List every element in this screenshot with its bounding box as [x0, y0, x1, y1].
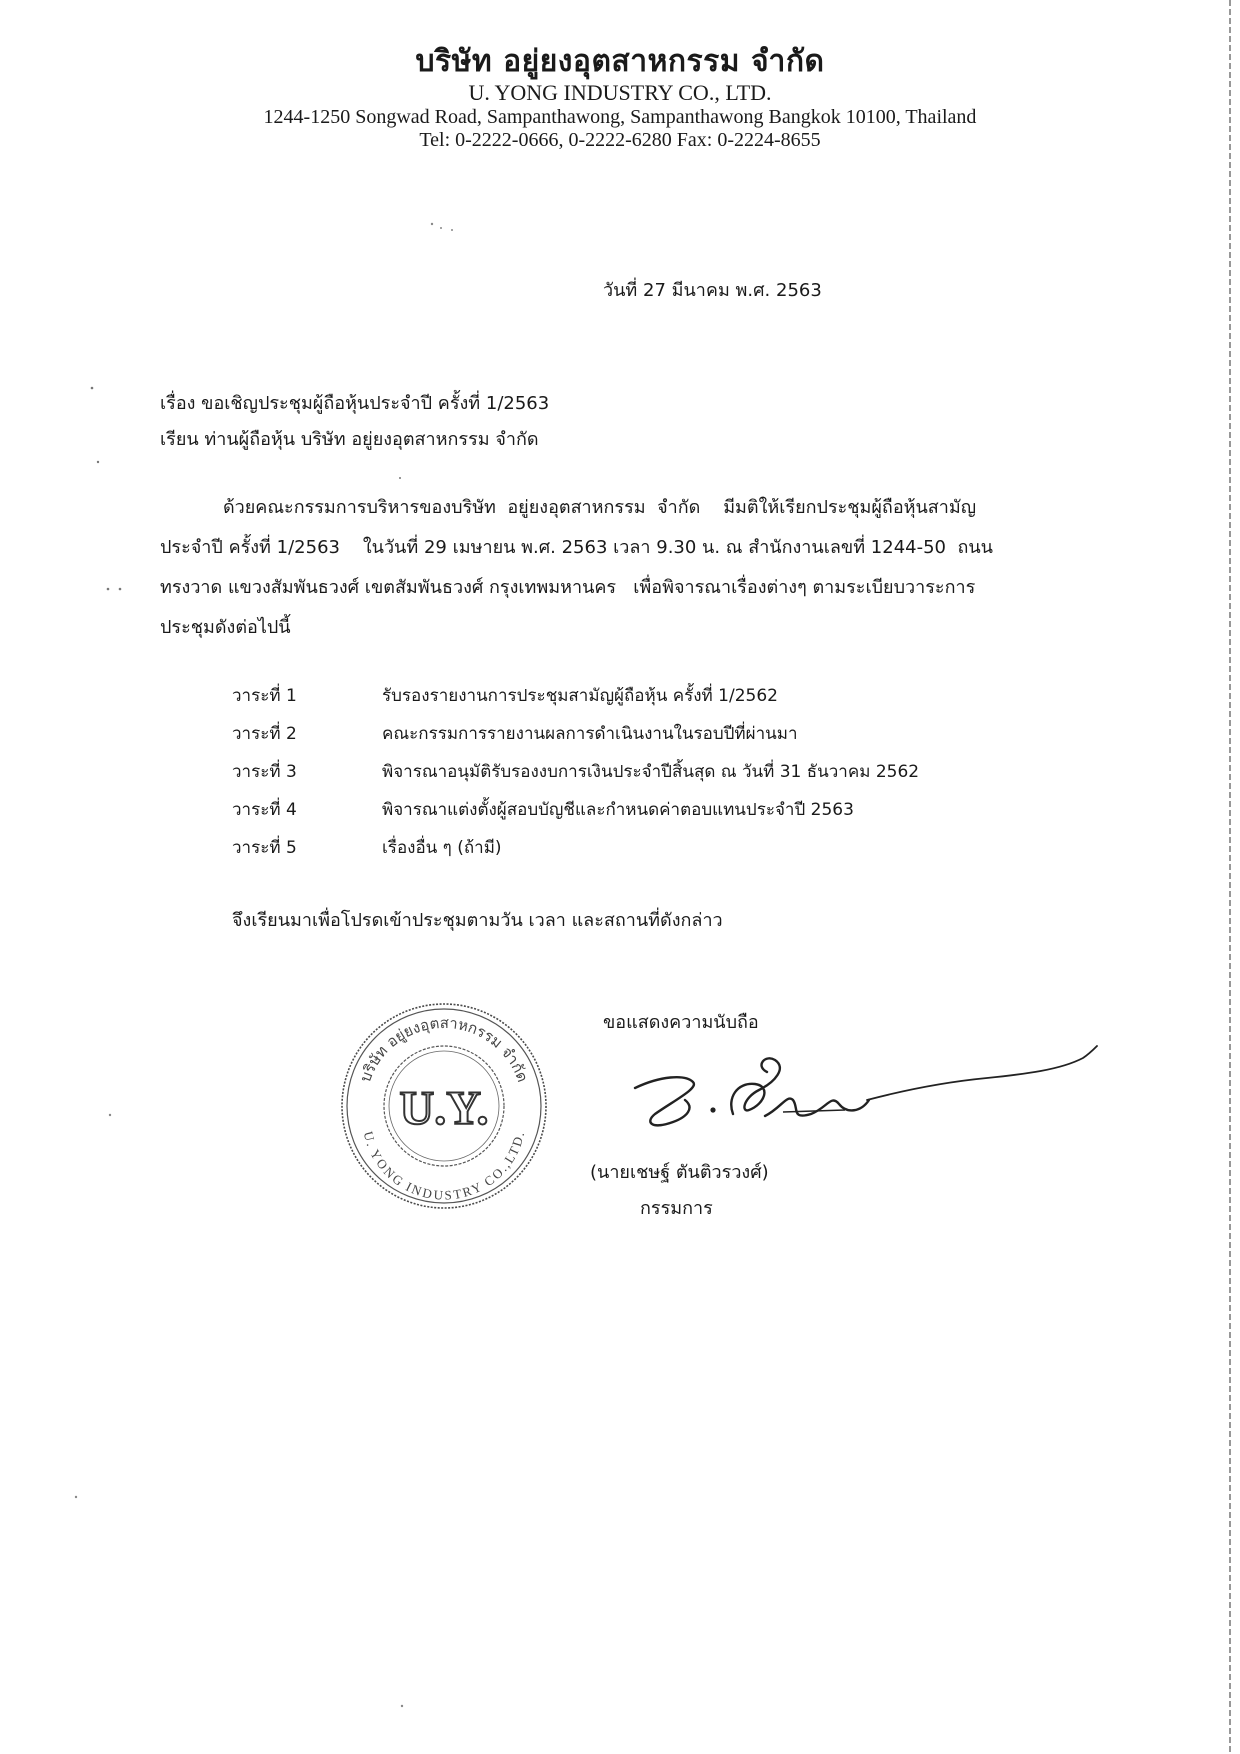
- agenda-number: วาระที่ 3: [232, 761, 297, 782]
- regards-text: ขอแสดงความนับถือ: [603, 1012, 759, 1033]
- agenda-list: [232, 676, 919, 866]
- seal-ring-text-top-path: บริษัท อยู่ยงอุตสาหกรรม จำกัด: [356, 1013, 532, 1085]
- agenda-item: [232, 752, 919, 790]
- letter-subject: เรื่อง ขอเชิญประชุมผู้ถือหุ้นประจำปี ครั้งที่ 1/2563: [160, 393, 550, 414]
- signatory-position: กรรมการ: [640, 1198, 713, 1219]
- company-name-english: U. YONG INDUSTRY CO., LTD.: [468, 80, 772, 105]
- body-line: ด้วยคณะกรรมการบริหารของบริษัท อยู่ยงอุตสาหกรรม จำกัด มีมติให้เรียกประชุมผู้ถือหุ้นสามัญ: [160, 497, 977, 518]
- agenda-item: [232, 790, 919, 828]
- agenda-text: พิจารณาอนุมัติรับรองงบการเงินประจำปีสิ้นสุด ณ วันที่ 31 ธันวาคม 2562: [382, 761, 920, 782]
- agenda-text: พิจารณาแต่งตั้งผู้สอบบัญชีและกำหนดค่าตอบแทนประจำปี 2563: [382, 799, 854, 820]
- agenda-number: วาระที่ 4: [232, 799, 297, 820]
- agenda-item: [232, 828, 919, 866]
- scan-edge-line: [1228, 0, 1232, 1754]
- body-line: ประจำปี ครั้งที่ 1/2563 ในวันที่ 29 เมษายน พ.ศ. 2563 เวลา 9.30 น. ณ สำนักงานเลขที่ 1244-50 ถนน: [160, 537, 993, 558]
- letter-date: วันที่ 27 มีนาคม พ.ศ. 2563: [603, 280, 822, 301]
- signatory-name: (นายเชษฐ์ ตันติวรวงศ์): [590, 1162, 769, 1183]
- agenda-number: วาระที่ 5: [232, 837, 297, 858]
- agenda-text: คณะกรรมการรายงานผลการดำเนินงานในรอบปีที่ผ่านมา: [382, 723, 798, 744]
- body-line: ประชุมดังต่อไปนี้: [160, 617, 291, 638]
- company-contact: Tel: 0-2222-0666, 0-2222-6280 Fax: 0-2224-8655: [419, 129, 821, 151]
- closing-sentence: จึงเรียนมาเพื่อโปรดเข้าประชุมตามวัน เวลา และสถานที่ดังกล่าว: [232, 910, 723, 931]
- company-address: 1244-1250 Songwad Road, Sampanthawong, Sampanthawong Bangkok 10100, Thailand: [263, 106, 977, 128]
- seal-ring-text-bottom: [361, 1130, 528, 1203]
- letter-recipient: เรียน ท่านผู้ถือหุ้น บริษัท อยู่ยงอุตสาหกรรม จำกัด: [160, 429, 539, 450]
- company-name-thai: บริษัท อยู่ยงอุตสาหกรรม จำกัด: [415, 44, 825, 79]
- agenda-item: [232, 676, 919, 714]
- company-seal: [338, 1000, 550, 1212]
- agenda-text: รับรองรายงานการประชุมสามัญผู้ถือหุ้น ครั้งที่ 1/2562: [382, 685, 778, 706]
- body-line: ทรงวาด แขวงสัมพันธวงศ์ เขตสัมพันธวงศ์ กรุงเทพมหานคร เพื่อพิจารณาเรื่องต่างๆ ตามระเบียบวาระการ: [160, 577, 976, 598]
- body-paragraph: [160, 488, 1030, 648]
- handwritten-signature: [615, 1038, 1105, 1138]
- seal-monogram: U.Y.: [399, 1082, 489, 1135]
- agenda-item: [232, 714, 919, 752]
- agenda-number: วาระที่ 1: [232, 685, 297, 706]
- seal-ring-text-bottom-path: U. YONG INDUSTRY CO.,LTD.: [360, 1129, 528, 1203]
- agenda-text: เรื่องอื่น ๆ (ถ้ามี): [382, 837, 502, 858]
- agenda-number: วาระที่ 2: [232, 723, 297, 744]
